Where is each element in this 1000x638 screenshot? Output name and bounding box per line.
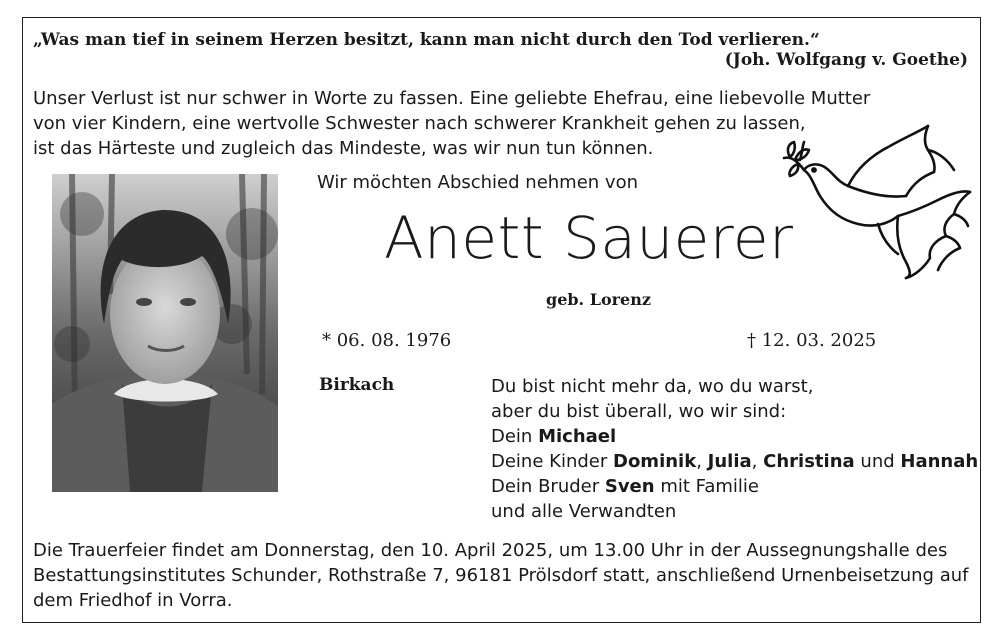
quote-text: „Was man tief in seinem Herzen besitzt, kann man nicht durch den Tod verlieren.“	[33, 30, 820, 50]
und-label: und	[860, 451, 895, 472]
child-name: Dominik	[613, 451, 697, 472]
brother-name: Sven	[604, 476, 655, 497]
intro-line: ist das Härteste und zugleich das Mindeste, was wir nun tun können.	[33, 138, 654, 159]
intro-line: von vier Kindern, eine wertvolle Schwester nach schwerer Krankheit gehen zu lassen,	[33, 113, 806, 134]
service-line: Die Trauerfeier findet am Donnerstag, den 10. April 2025, um 13.00 Uhr in der Aussegnungshalle des	[33, 540, 948, 561]
husband-name: Michael	[538, 426, 617, 447]
portrait-photo	[52, 174, 278, 492]
separator: ,	[751, 451, 758, 472]
child-name: Christina	[763, 451, 855, 472]
deceased-name: Anett Sauerer	[384, 204, 794, 272]
mourner-husband-line	[491, 424, 978, 449]
mourner-relatives-line: und alle Verwandten	[491, 501, 677, 522]
birth-date: * 06. 08. 1976	[322, 330, 452, 351]
brother-prefix: Dein Bruder	[491, 476, 600, 497]
poem-line: aber du bist überall, wo wir sind:	[491, 401, 787, 422]
brother-suffix: mit Familie	[660, 476, 759, 497]
service-line: Bestattungsinstitutes Schunder, Rothstraße 7, 96181 Prölsdorf statt, anschließend Urnenbeisetzung auf	[33, 565, 969, 586]
mourners-list	[491, 374, 978, 524]
quote-author: (Joh. Wolfgang v. Goethe)	[724, 50, 968, 70]
children-prefix: Deine Kinder	[491, 451, 608, 472]
mourner-children-line	[491, 449, 978, 474]
funeral-service-info	[33, 538, 973, 613]
mourner-brother-line	[491, 474, 978, 499]
death-date: † 12. 03. 2025	[747, 330, 877, 351]
intro-line: Unser Verlust ist nur schwer in Worte zu fassen. Eine geliebte Ehefrau, eine liebevolle Mutter	[33, 88, 871, 109]
child-name: Hannah	[900, 451, 979, 472]
place-name: Birkach	[319, 375, 395, 395]
child-name: Julia	[707, 451, 752, 472]
service-line: dem Friedhof in Vorra.	[33, 590, 233, 611]
dein-label: Dein	[491, 426, 533, 447]
intro-text	[33, 86, 893, 161]
separator: ,	[696, 451, 702, 472]
farewell-lead: Wir möchten Abschied nehmen von	[317, 172, 638, 193]
maiden-name: geb. Lorenz	[546, 290, 651, 309]
poem-line: Du bist nicht mehr da, wo du warst,	[491, 376, 814, 397]
dove-icon	[778, 120, 974, 280]
